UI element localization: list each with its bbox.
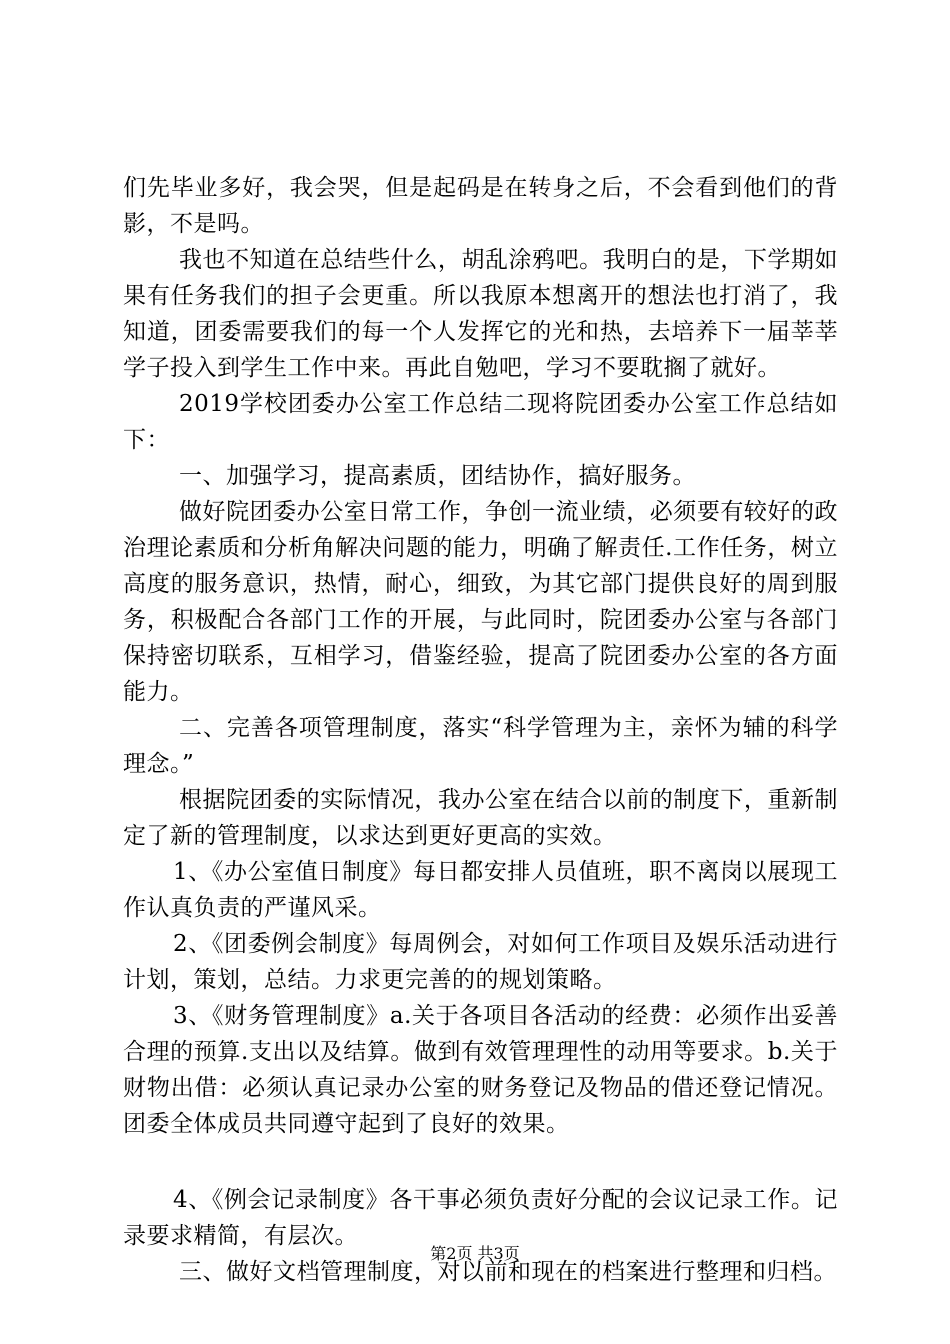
paragraph-gap: [123, 1142, 838, 1182]
paragraph-5: 根据院团委的实际情况，我办公室在结合以前的制度下，重新制定了新的管理制度，以求达到更好更高的实效。: [123, 787, 838, 849]
document-body: [123, 170, 838, 1290]
paragraph-1: 们先毕业多好，我会哭，但是起码是在转身之后，不会看到他们的背影，不是吗。: [123, 175, 838, 237]
paragraph-2: 我也不知道在总结些什么，胡乱涂鸦吧。我明白的是，下学期如果有任务我们的担子会更重。所以我原本想离开的想法也打消了，我知道，团委需要我们的每一个人发挥它的光和热，去培养下一届莘莘学子投入到学生工作中来。再此自勉吧，学习不要耽搁了就好。: [123, 247, 838, 381]
list-item-4: 4、《例会记录制度》各干事必须负责好分配的会议记录工作。记录要求精简，有层次。: [123, 1187, 838, 1249]
list-item-3: 3、《财务管理制度》a.关于各项目各活动的经费：必须作出妥善合理的预算.支出以及结算。做到有效管理理性的动用等要求。b.关于财物出借：必须认真记录办公室的财务登记及物品的借还登记情况。团委全体成员共同遵守起到了良好的效果。: [123, 1003, 838, 1137]
paragraph-4: 做好院团委办公室日常工作，争创一流业绩，必须要有较好的政治理论素质和分析角解决问题的能力，明确了解责任.工作任务，树立高度的服务意识，热情，耐心，细致，为其它部门提供良好的周到服务，积极配合各部门工作的开展，与此同时，院团委办公室与各部门保持密切联系，互相学习，借鉴经验，提高了院团委办公室的各方面能力。: [123, 499, 838, 705]
page-footer: 第2页 共3页: [430, 1244, 520, 1263]
section-heading-2: 二、完善各项管理制度，落实“科学管理为主，亲怀为辅的科学理念。”: [123, 715, 838, 777]
paragraph-3: 2019学校团委办公室工作总结二现将院团委办公室工作总结如下：: [123, 391, 838, 453]
section-heading-1: 一、加强学习，提高素质，团结协作，搞好服务。: [179, 463, 696, 489]
list-item-2: 2、《团委例会制度》每周例会，对如何工作项目及娱乐活动进行计划，策划，总结。力求更完善的的规划策略。: [123, 931, 838, 993]
list-item-1: 1、《办公室值日制度》每日都安排人员值班，职不离岗以展现工作认真负责的严谨风采。: [123, 859, 838, 921]
section-heading-3: 三、做好文档管理制度，对以前和现在的档案进行整理和归档。: [179, 1259, 837, 1285]
